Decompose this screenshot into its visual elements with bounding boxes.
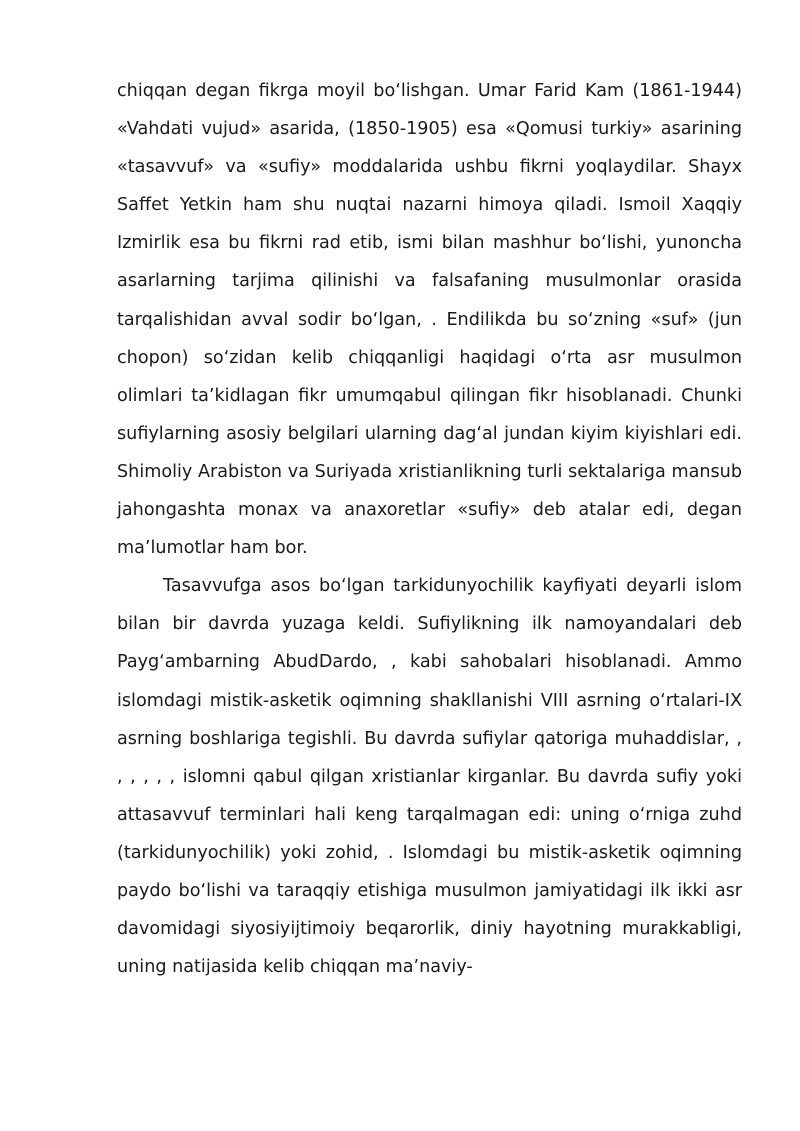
- body-text: [117, 72, 742, 986]
- paragraph-2: Tasavvufga asos bo‘lgan tarkidunyochilik kayfiyati deyarli islom bilan bir davrda yuzaga keldi. Sufiylikning ilk namoyandalari deb Payg‘ambarning AbudDardo, , kabi sahobalari hisoblanadi. Ammo islomdagi mistik-asketik oqimning shakllanishi VIII asrning o‘rtalari-IX asrning boshlariga tegishli. Bu davrda sufiylar qatoriga muhaddislar, , , , , , , islomni qabul qilgan xristianlar kirganlar. Bu davrda sufiy yoki attasavvuf terminlari hali keng tarqalmagan edi: uning o‘rniga zuhd (tarkidunyochilik) yoki zohid, . Islomdagi bu mistik-asketik oqimning paydo bo‘lishi va taraqqiy etishiga musulmon jamiyatidagi ilk ikki asr davomidagi siyosiyijtimoiy beqarorlik, diniy hayotning murakkabligi, uning natijasida kelib chiqqan ma’naviy-: [117, 576, 742, 978]
- paragraph-1: chiqqan degan fikrga moyil bo‘lishgan. Umar Farid Kam (1861-1944) «Vahdati vujud» asarida, (1850-1905) esa «Qomusi turkiy» asarining «tasavvuf» va «sufiy» moddalarida ushbu fikrni yoqlaydilar. Shayx Saffet Yetkin ham shu nuqtai nazarni himoya qiladi. Ismoil Xaqqiy Izmirlik esa bu fikrni rad etib, ismi bilan mashhur bo‘lishi, yunoncha asarlarning tarjima qilinishi va falsafaning musulmonlar orasida tarqalishidan avval sodir bo‘lgan, . Endilikda bu so‘zning «suf» (jun chopon) so‘zidan kelib chiqqanligi haqidagi o‘rta asr musulmon olimlari ta’kidlagan fikr umumqabul qilingan fikr hisoblanadi. Chunki sufiylarning asosiy belgilari ularning dag‘al jundan kiyim kiyishlari edi. Shimoliy Arabiston va Suriyada xristianlikning turli sektalariga mansub jahongashta monax va anaxoretlar «sufiy» deb atalar edi, degan ma’lumotlar ham bor.: [117, 81, 742, 559]
